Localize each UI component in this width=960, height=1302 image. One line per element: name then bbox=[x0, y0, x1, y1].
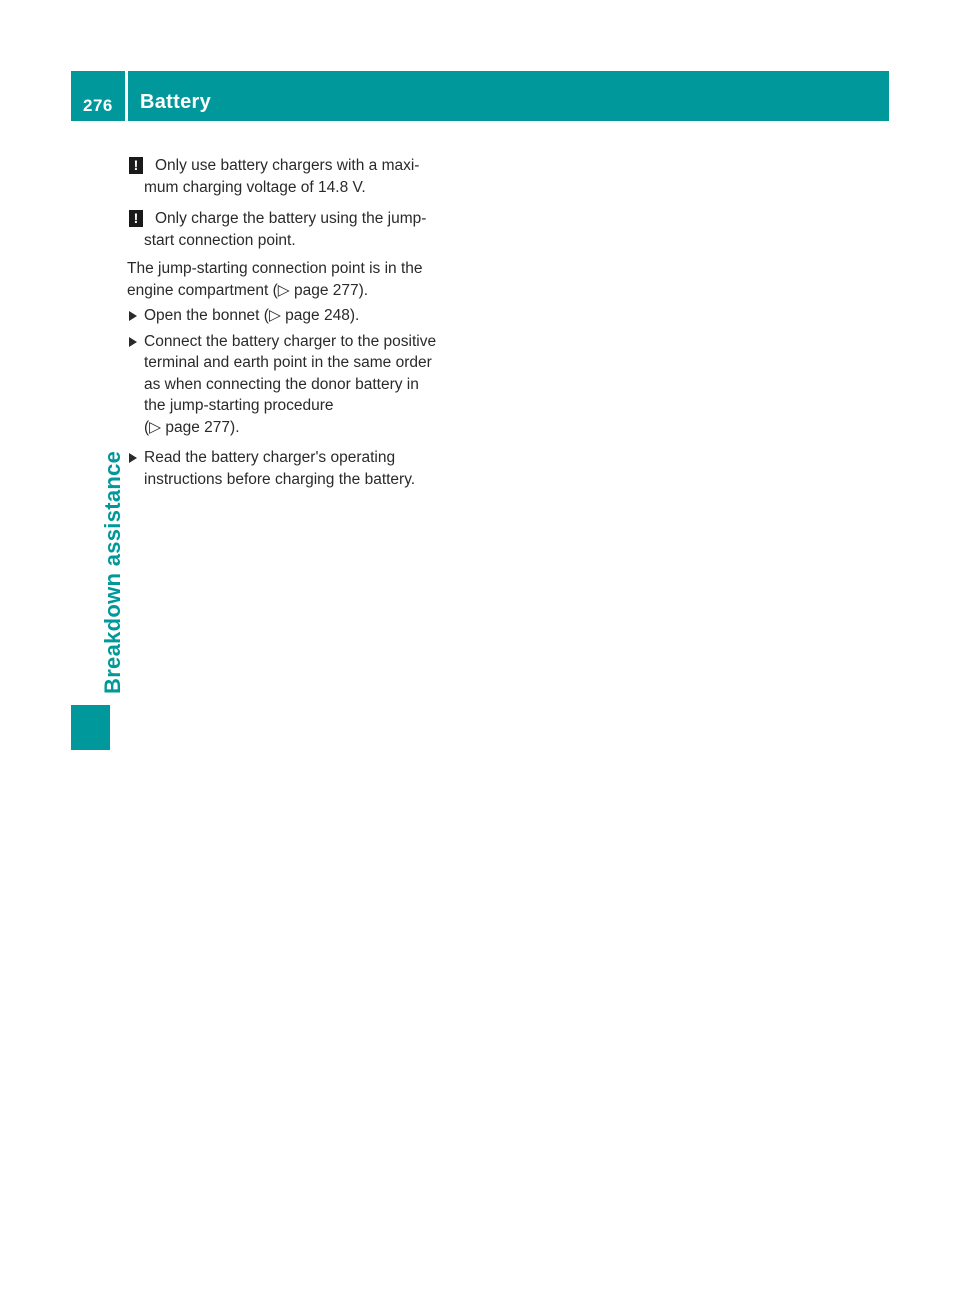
body-paragraph: The jump-starting connection point is in the engine compartment (▷ page 277). bbox=[127, 260, 423, 299]
page-content bbox=[127, 155, 472, 490]
section-title: Battery bbox=[140, 91, 212, 113]
instruction-step bbox=[127, 305, 472, 327]
header-divider bbox=[125, 71, 128, 121]
side-tab-label: Breakdown assistance bbox=[100, 450, 125, 694]
step-arrow-icon bbox=[129, 311, 137, 321]
step-text: Connect the battery charger to the positive terminal and earth point in the same order as when connecting the donor battery in the jump-starting procedure (▷ page 277). bbox=[144, 332, 437, 436]
warning-text: Only charge the battery using the jump- start connection point. bbox=[144, 210, 427, 249]
warning-note bbox=[127, 155, 472, 198]
page-number: 276 bbox=[83, 96, 113, 115]
step-arrow-icon bbox=[129, 453, 137, 463]
warning-text: Only use battery chargers with a maxi- mum charging voltage of 14.8 V. bbox=[144, 157, 420, 196]
exclamation-icon: ! bbox=[129, 210, 143, 227]
exclamation-icon: ! bbox=[129, 157, 143, 174]
side-tab-marker bbox=[71, 705, 110, 750]
warning-note bbox=[127, 208, 472, 251]
instruction-step bbox=[127, 331, 472, 439]
step-text: Read the battery charger's operating instructions before charging the battery. bbox=[144, 449, 416, 488]
step-arrow-icon bbox=[129, 337, 137, 347]
step-text: Open the bonnet (▷ page 248). bbox=[144, 307, 360, 324]
instruction-step bbox=[127, 447, 472, 490]
